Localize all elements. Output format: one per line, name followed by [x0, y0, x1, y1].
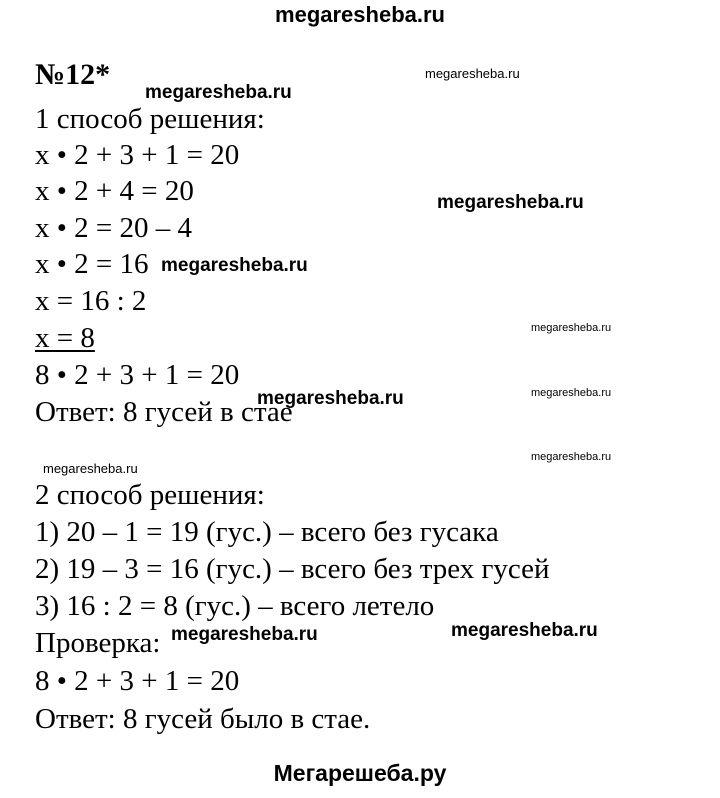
method2-check-label: Проверка:: [35, 627, 161, 659]
watermark: megaresheba.ru: [451, 620, 598, 641]
method1-line: x • 2 + 3 + 1 = 20: [35, 139, 240, 171]
watermark: megaresheba.ru: [437, 192, 584, 213]
watermark: megaresheba.ru: [145, 82, 292, 103]
site-header: megaresheba.ru: [275, 2, 445, 27]
task-number: №12*: [35, 58, 111, 91]
method1-line: x • 2 + 4 = 20: [35, 175, 194, 207]
method2-step: 1) 20 – 1 = 19 (гус.) – всего без гусака: [35, 516, 499, 548]
method1-line: x • 2 = 16: [35, 248, 149, 280]
method1-title: 1 способ решения:: [35, 103, 265, 135]
method1-check: 8 • 2 + 3 + 1 = 20: [35, 359, 240, 391]
watermark: megaresheba.ru: [531, 451, 612, 463]
watermark: megaresheba.ru: [531, 387, 612, 399]
method1-result: x = 8: [35, 322, 95, 354]
watermark: megaresheba.ru: [257, 388, 404, 409]
watermark: megaresheba.ru: [171, 624, 318, 645]
watermark: megaresheba.ru: [425, 66, 520, 81]
site-footer: Мегарешеба.ру: [273, 760, 447, 786]
method1-answer: Ответ: 8 гусей в стае: [35, 396, 293, 428]
watermark: megaresheba.ru: [531, 322, 612, 334]
method2-check: 8 • 2 + 3 + 1 = 20: [35, 665, 240, 697]
method1-line: x • 2 = 20 – 4: [35, 212, 193, 244]
method2-step: 3) 16 : 2 = 8 (гус.) – всего летело: [35, 590, 435, 622]
method2-title: 2 способ решения:: [35, 479, 265, 511]
method2-step: 2) 19 – 3 = 16 (гус.) – всего без трех гусей: [35, 553, 550, 585]
method1-line: x = 16 : 2: [35, 285, 147, 317]
watermark: megaresheba.ru: [43, 461, 138, 476]
method2-answer: Ответ: 8 гусей было в стае.: [35, 703, 371, 735]
watermark: megaresheba.ru: [161, 255, 308, 276]
